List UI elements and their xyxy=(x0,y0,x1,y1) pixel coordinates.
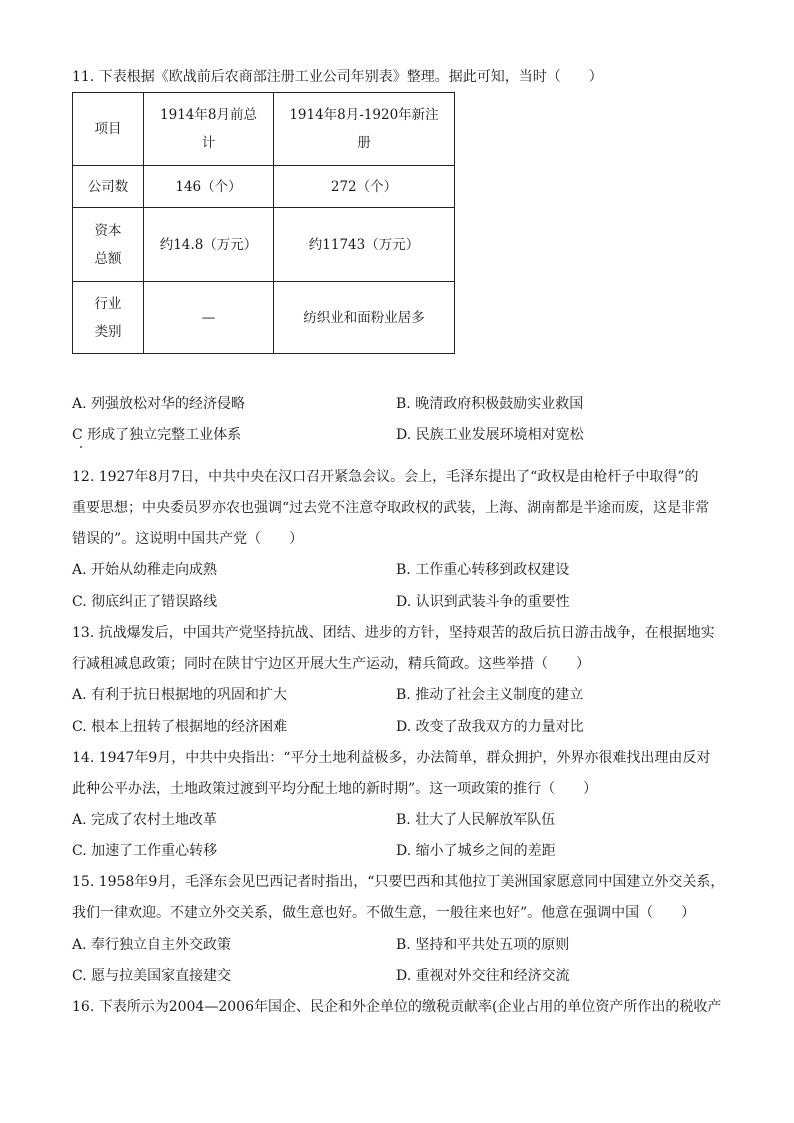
table-cell: 行业类别 xyxy=(73,282,144,354)
q15-option-b: B. 坚持和平共处五项的原则 xyxy=(396,937,570,953)
q13-line-1: 13. 抗战爆发后，中国共产党坚持抗战、团结、进步的方针，坚持艰苦的敌后抗日游击战争，在根据地实 xyxy=(72,625,715,641)
q15-line-2: 我们一律欢迎。不建立外交关系，做生意也好。不做生意，一般往来也好”。他意在强调中国（ ） xyxy=(72,905,696,921)
q15-option-c: C. 愿与拉美国家直接建交 xyxy=(72,968,232,984)
q14-option-c: C. 加速了工作重心转移 xyxy=(72,843,218,859)
table-cell: 146（个） xyxy=(144,166,274,208)
q12-option-d: D. 认识到武装斗争的重要性 xyxy=(396,594,570,610)
q12-option-a: A. 开始从幼稚走向成熟 xyxy=(72,562,218,578)
q11-option-c: C 形成了独立完整工业体系 xyxy=(72,427,242,443)
q12-option-b: B. 工作重心转移到政权建设 xyxy=(396,562,570,578)
table-header-cell: 1914年8月前总计 xyxy=(144,93,274,166)
table-row xyxy=(73,166,455,208)
q15-line-1: 15. 1958年9月，毛泽东会见巴西记者时指出，“只要巴西和其他拉丁美洲国家愿意同中国建立外交关系， xyxy=(72,874,725,890)
q14-option-b: B. 壮大了人民解放军队伍 xyxy=(396,812,556,828)
q11-stem: 11. 下表根据《欧战前后农商部注册工业公司年别表》整理。据此可知，当时（ ） xyxy=(72,69,603,85)
q13-line-2: 行减租减息政策；同时在陕甘宁边区开展大生产运动，精兵简政。这些举措（ ） xyxy=(72,656,590,672)
q11-option-d: D. 民族工业发展环境相对宽松 xyxy=(396,427,584,443)
q11-option-b: B. 晚清政府积极鼓励实业救国 xyxy=(396,396,584,412)
q14-line-2: 此种公平办法，土地政策过渡到平均分配土地的新时期”。这一项政策的推行（ ） xyxy=(72,781,598,797)
table-row xyxy=(73,208,455,282)
q13-option-d: D. 改变了敌我双方的力量对比 xyxy=(396,719,584,735)
q15-option-d: D. 重视对外交往和经济交流 xyxy=(396,968,570,984)
q12-line-3: 错误的”。这说明中国共产党（ ） xyxy=(72,531,304,547)
table-cell: 约14.8（万元） xyxy=(144,208,274,282)
q12-option-c: C. 彻底纠正了错误路线 xyxy=(72,594,218,610)
table-header-cell: 项目 xyxy=(73,93,144,166)
q13-option-b: B. 推动了社会主义制度的建立 xyxy=(396,687,584,703)
table-cell: — xyxy=(144,282,274,354)
table-header-cell: 1914年8月-1920年新注册 xyxy=(274,93,455,166)
q16-line-1: 16. 下表所示为2004—2006年国企、民企和外企单位的缴税贡献率(企业占用的单位资产所作出的税收产 xyxy=(72,999,722,1015)
table-cell: 公司数 xyxy=(73,166,144,208)
q14-option-d: D. 缩小了城乡之间的差距 xyxy=(396,843,556,859)
table-cell: 约11743（万元） xyxy=(274,208,455,282)
table-cell: 资本总额 xyxy=(73,208,144,282)
q11-option-a: A. 列强放松对华的经济侵略 xyxy=(72,396,246,412)
q13-option-c: C. 根本上扭转了根据地的经济困难 xyxy=(72,719,288,735)
q14-option-a: A. 完成了农村土地改革 xyxy=(72,812,218,828)
q15-option-a: A. 奉行独立自主外交政策 xyxy=(72,937,232,953)
q14-line-1: 14. 1947年9月，中共中央指出：“平分土地利益极多，办法简单，群众拥护，外界亦很难找出理由反对 xyxy=(72,750,711,766)
q12-line-1: 12. 1927年8月7日，中共中央在汉口召开紧急会议。会上，毛泽东提出了“政权是由枪杆子中取得”的 xyxy=(72,469,699,485)
stray-dot xyxy=(80,446,82,448)
table-cell: 纺织业和面粉业居多 xyxy=(274,282,455,354)
q11-table xyxy=(72,92,455,354)
q13-option-a: A. 有利于抗日根据地的巩固和扩大 xyxy=(72,687,288,703)
table-cell: 272（个） xyxy=(274,166,455,208)
table-row xyxy=(73,282,455,354)
q12-line-2: 重要思想；中央委员罗亦农也强调“过去党不注意夺取政权的武装，上海、湖南都是半途而废，这是非常 xyxy=(72,500,710,516)
